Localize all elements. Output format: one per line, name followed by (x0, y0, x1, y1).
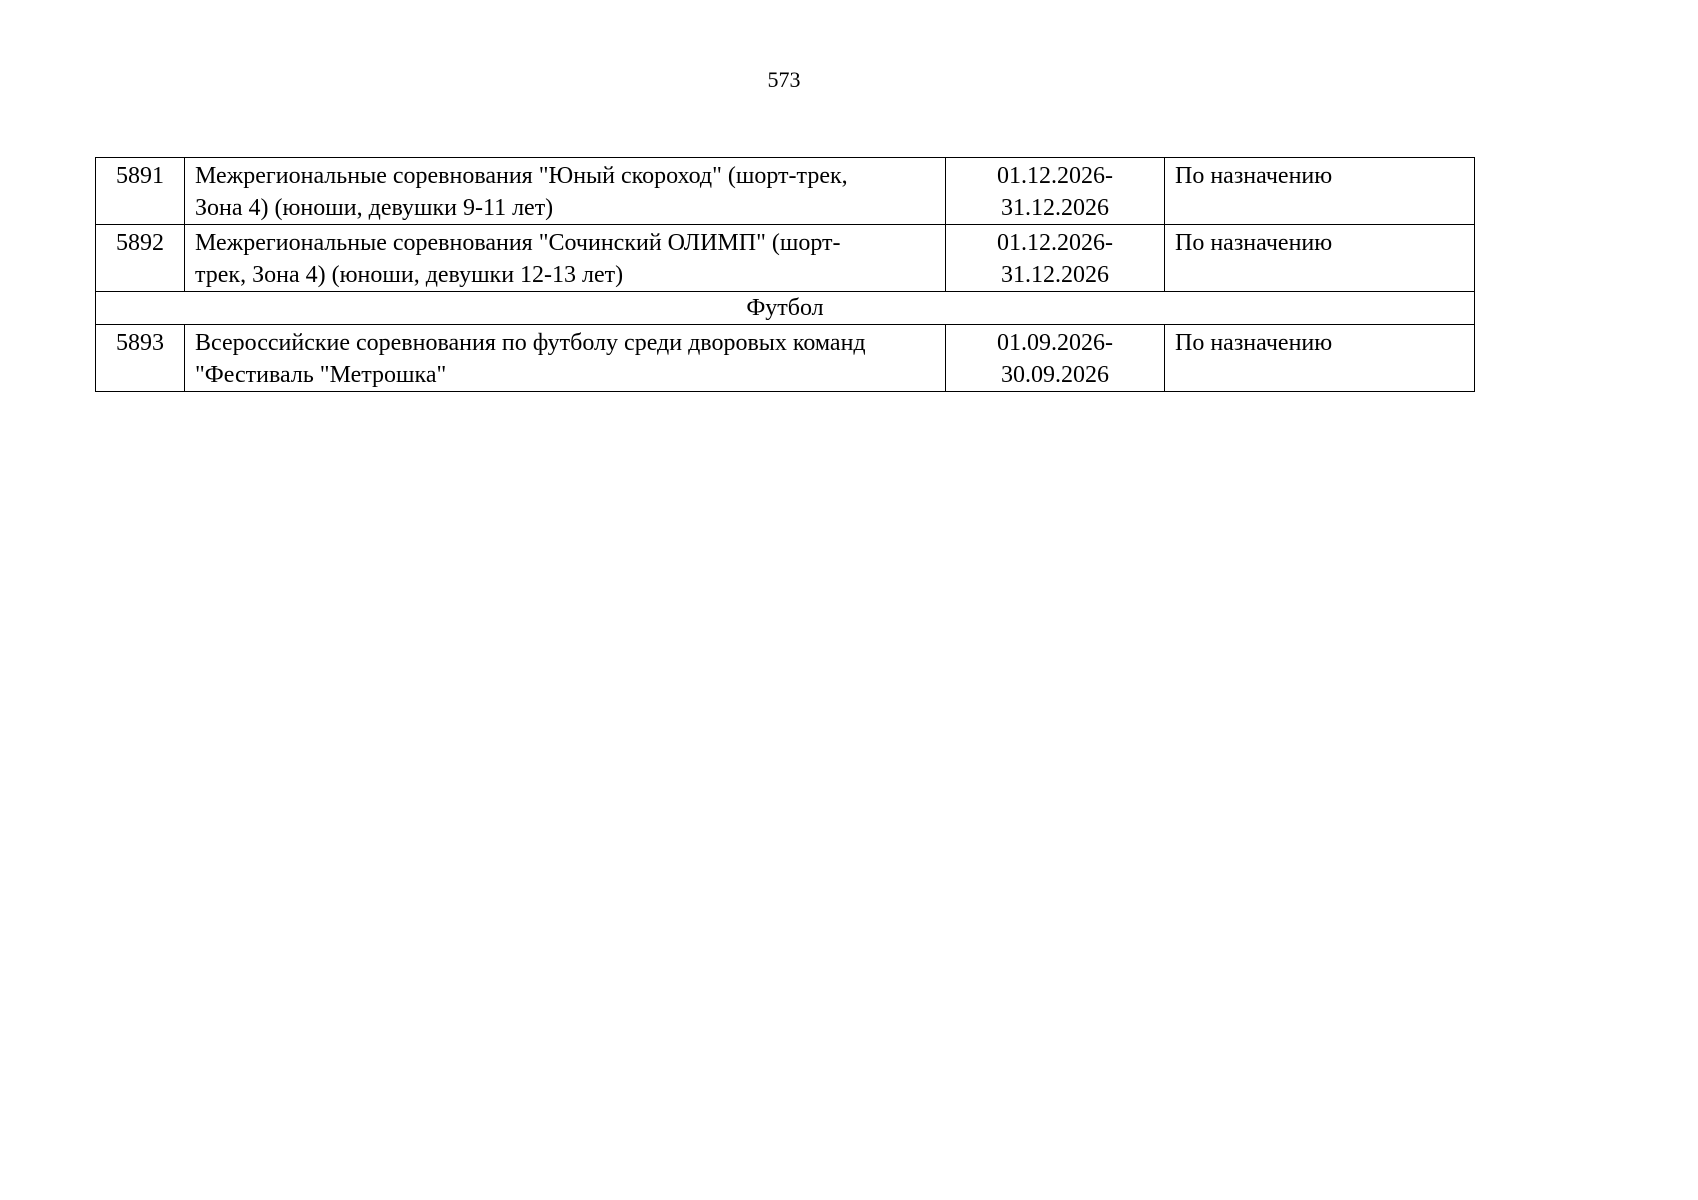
event-dates (946, 325, 1165, 392)
event-name-line: "Фестиваль "Метрошка" (195, 362, 447, 388)
event-name (185, 158, 946, 225)
event-name (185, 225, 946, 292)
event-dates (946, 158, 1165, 225)
section-header-row (96, 292, 1475, 325)
event-number: 5892 (96, 225, 185, 292)
event-date-start: 01.09.2026- (997, 330, 1113, 356)
table-row (96, 325, 1475, 392)
event-date-end: 30.09.2026 (1001, 362, 1109, 388)
event-date-end: 31.12.2026 (1001, 195, 1109, 221)
events-table (95, 157, 1475, 392)
section-title: Футбол (96, 292, 1475, 325)
event-name (185, 325, 946, 392)
event-date-start: 01.12.2026- (997, 163, 1113, 189)
event-venue: По назначению (1165, 225, 1475, 292)
event-name-line: Всероссийские соревнования по футболу среди дворовых команд (195, 330, 866, 356)
event-name-line: трек, Зона 4) (юноши, девушки 12-13 лет) (195, 262, 624, 288)
event-name-line: Межрегиональные соревнования "Сочинский ОЛИМП" (шорт- (195, 230, 841, 256)
event-number: 5893 (96, 325, 185, 392)
event-name-line: Зона 4) (юноши, девушки 9-11 лет) (195, 195, 554, 221)
event-venue: По назначению (1165, 325, 1475, 392)
event-name-line: Межрегиональные соревнования "Юный скороход" (шорт-трек, (195, 163, 848, 189)
event-date-end: 31.12.2026 (1001, 262, 1109, 288)
event-number: 5891 (96, 158, 185, 225)
table-row (96, 225, 1475, 292)
event-dates (946, 225, 1165, 292)
page-number: 573 (767, 67, 801, 92)
event-date-start: 01.12.2026- (997, 230, 1113, 256)
event-venue: По назначению (1165, 158, 1475, 225)
table-row (96, 158, 1475, 225)
